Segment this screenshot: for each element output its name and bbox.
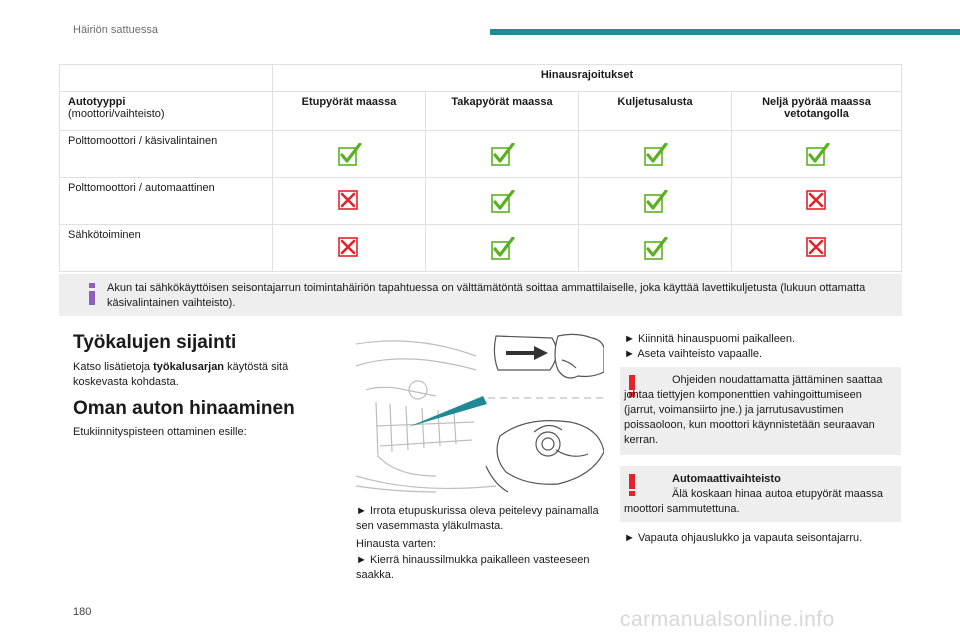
towing-paragraph: Etukiinnityspisteen ottaminen esille:	[73, 426, 247, 438]
check-icon	[491, 190, 513, 212]
step-release-lock: ► Vapauta ohjauslukko ja vapauta seisontajarru.	[624, 532, 863, 544]
cross-icon	[338, 237, 360, 259]
table-row	[60, 131, 902, 178]
column-header: Takapyörät maassa	[426, 92, 579, 131]
table-group-header: Hinausrajoitukset	[273, 65, 902, 92]
tools-link-text: työkalusarjan	[153, 361, 225, 373]
check-icon	[491, 143, 513, 165]
arrow-indicator	[408, 396, 487, 427]
warning-box	[620, 367, 901, 455]
cover-inset	[494, 334, 604, 378]
automatic-warning-text: Älä koskaan hinaa autoa etupyörät maassa moottori sammutettuna.	[624, 488, 883, 515]
table-empty-corner	[60, 65, 273, 92]
table-cell	[426, 225, 579, 272]
column-header: Kuljetusalusta	[579, 92, 732, 131]
warning-text: Ohjeiden noudattamatta jättäminen saattaa johtaa tiettyjen komponenttien vahingoittumiseen (jarrut, voimansiirto jne.) ja jarrutusavustimen poissaoloon, kun moottori käynnistetään seuraavan kerran.	[624, 374, 883, 446]
table-cell	[579, 178, 732, 225]
header-accent-bar	[490, 29, 960, 35]
table-cell	[273, 225, 426, 272]
check-icon	[644, 143, 666, 165]
watermark: carmanualsonline.info	[620, 608, 835, 631]
vehicle-type-sublabel: (moottori/vaihteisto)	[68, 108, 165, 120]
check-icon	[806, 143, 828, 165]
table-cell	[732, 131, 902, 178]
row-label: Polttomoottori / käsivalintainen	[60, 131, 273, 178]
column-header: Etupyörät maassa	[273, 92, 426, 131]
automatic-warning-box	[620, 466, 901, 522]
table-cell	[579, 131, 732, 178]
step-attach-bar: ► Kiinnitä hinauspuomi paikalleen.	[624, 333, 796, 345]
table-header-row	[60, 92, 902, 131]
table-cell	[426, 131, 579, 178]
row-label: Polttomoottori / automaattinen	[60, 178, 273, 225]
automatic-warning-title: Automaattivaihteisto	[672, 473, 781, 485]
table-cell	[579, 225, 732, 272]
table-group-header-row	[60, 65, 902, 92]
page-number: 180	[73, 606, 92, 618]
tools-heading: Työkalujen sijainti	[73, 332, 237, 353]
info-icon	[87, 283, 97, 305]
row-label: Sähkötoiminen	[60, 225, 273, 272]
info-note-box	[59, 274, 902, 316]
tools-text-after: käytöstä sitä koskevasta kohdasta.	[73, 361, 289, 388]
table-cell	[732, 178, 902, 225]
step-screw-eye: ► Kierrä hinaussilmukka paikalleen vasteeseen saakka.	[356, 554, 590, 581]
tools-text-before: Katso lisätietoja	[73, 361, 154, 373]
cross-icon	[338, 190, 360, 212]
towing-subheading: Hinausta varten:	[356, 538, 437, 550]
towing-eye-inset	[486, 421, 604, 492]
vehicle-type-label: Autotyyppi	[68, 96, 126, 108]
table-cell	[273, 131, 426, 178]
towing-heading: Oman auton hinaaminen	[73, 398, 295, 419]
table-cell	[273, 178, 426, 225]
table-header-vehicle-type	[60, 92, 273, 131]
check-icon	[491, 237, 513, 259]
section-title: Häiriön sattuessa	[73, 24, 158, 36]
check-icon	[338, 143, 360, 165]
column-header: Neljä pyörää maassa vetotangolla	[732, 92, 902, 131]
towing-restrictions-table	[59, 64, 902, 272]
cross-icon	[806, 190, 828, 212]
table-cell	[732, 225, 902, 272]
check-icon	[644, 190, 666, 212]
check-icon	[644, 237, 666, 259]
car-front-drawing	[356, 341, 496, 492]
info-note-text: Akun tai sähkökäyttöisen seisontajarrun toimintahäiriön tapahtuessa on välttämätöntä soittaa ammattilaiselle, joka käyttää lavettikuljetusta (lukuun ottamatta käsivalintainen vaihteisto).	[107, 282, 866, 309]
cross-icon	[806, 237, 828, 259]
step-neutral: ► Aseta vaihteisto vapaalle.	[624, 348, 763, 360]
table-cell	[426, 178, 579, 225]
towing-eye-illustration	[356, 326, 604, 494]
step-remove-cover: ► Irrota etupuskurissa oleva peitelevy painamalla sen vasemmasta yläkulmasta.	[356, 505, 599, 532]
table-row	[60, 225, 902, 272]
table-row	[60, 178, 902, 225]
tools-paragraph	[73, 360, 335, 390]
